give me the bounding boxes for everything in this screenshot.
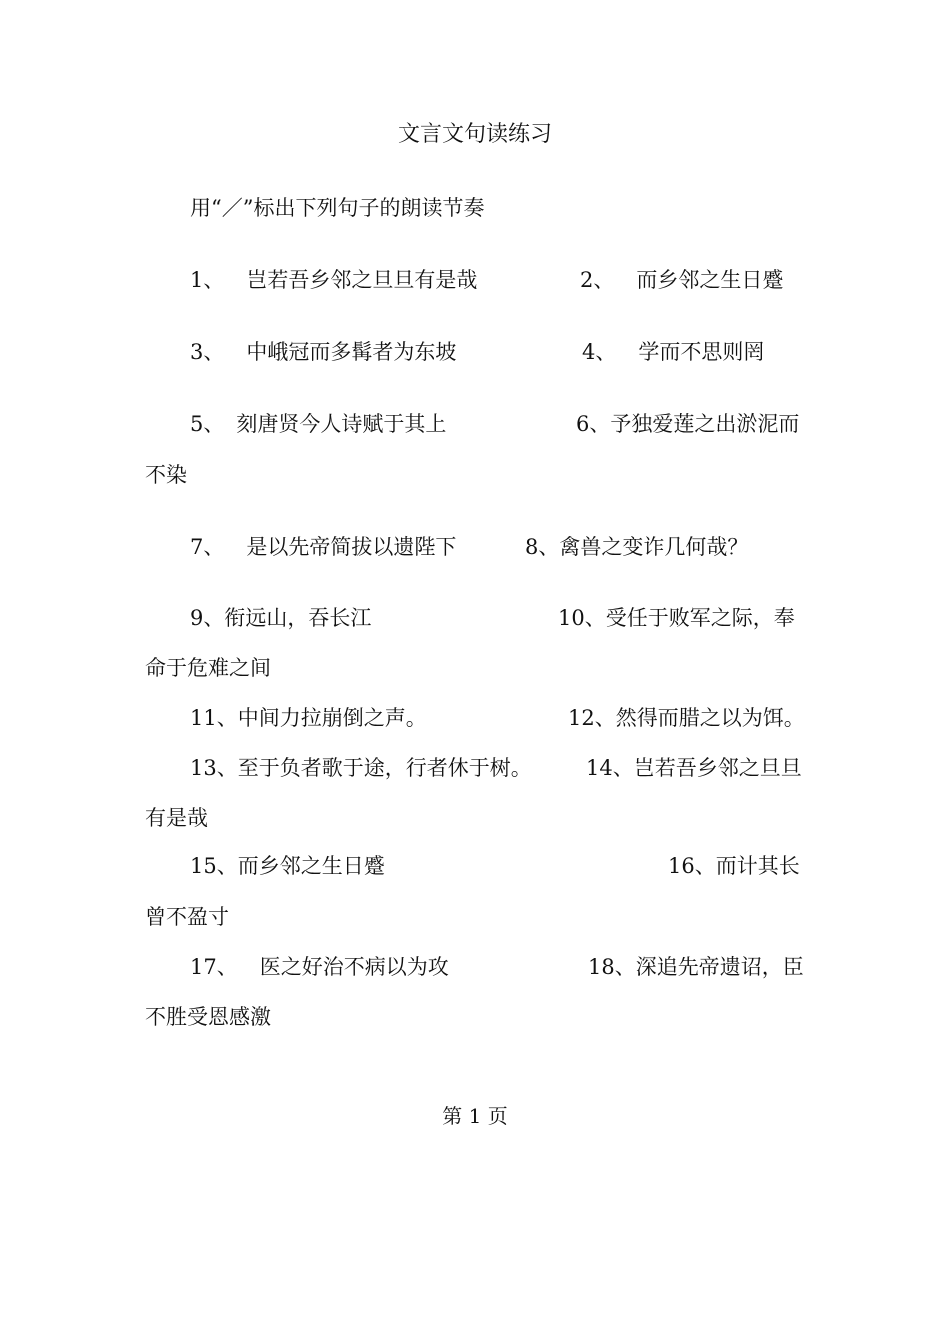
item-1 [190, 270, 477, 291]
item-9 [190, 608, 371, 629]
item-number: 5、 [190, 412, 225, 436]
item-number: 12、 [568, 706, 616, 730]
item-4 [582, 342, 764, 363]
item-text: 岂若吾乡邻之旦旦 [633, 756, 802, 780]
item-number: 10、 [558, 606, 606, 630]
item-text: 予独爱莲之出淤泥而 [610, 412, 800, 436]
item-text: 学而不思则罔 [638, 340, 765, 364]
item-text: 受任于败军之际，奉 [605, 606, 795, 630]
item-12 [568, 708, 805, 729]
item-6-continuation: 不染 [145, 463, 187, 487]
item-number: 14、 [586, 756, 634, 780]
item-number: 6、 [576, 412, 611, 436]
item-18 [588, 957, 804, 978]
item-text: 是以先帝简拔以遗陛下 [246, 535, 457, 559]
item-number: 8、 [525, 535, 560, 559]
item-number: 1、 [190, 268, 225, 292]
item-16-continuation: 曾不盈寸 [145, 905, 229, 929]
item-text: 禽兽之变诈几何哉？ [559, 535, 749, 559]
item-17 [190, 957, 449, 978]
item-number: 3、 [190, 340, 225, 364]
item-2 [580, 270, 783, 291]
item-7 [190, 537, 456, 558]
item-text: 深追先帝遗诏，臣 [635, 955, 804, 979]
item-16 [668, 856, 800, 877]
page-title: 文言文句读练习 [397, 122, 552, 147]
item-number: 2、 [580, 268, 615, 292]
item-14-continuation: 有是哉 [145, 806, 208, 830]
item-text: 岂若吾乡邻之旦旦有是哉 [246, 268, 478, 292]
item-11 [190, 708, 427, 729]
item-3 [190, 342, 456, 363]
item-text: 至于负者歌于途，行者休于树。 [237, 756, 532, 780]
item-number: 9、 [190, 606, 225, 630]
item-14 [586, 758, 802, 779]
item-text: 中峨冠而多髯者为东坡 [246, 340, 457, 364]
item-number: 4、 [582, 340, 617, 364]
item-number: 18、 [588, 955, 636, 979]
item-6 [576, 414, 799, 435]
item-15 [190, 856, 385, 877]
item-text: 而计其长 [715, 854, 800, 878]
item-10-continuation: 命于危难之间 [145, 656, 271, 680]
item-number: 13、 [190, 756, 238, 780]
item-8 [525, 537, 748, 558]
item-text: 中间力拉崩倒之声。 [237, 706, 427, 730]
item-number: 11、 [190, 706, 238, 730]
item-text: 衔远山，吞长江 [224, 606, 372, 630]
item-13 [190, 758, 532, 779]
item-number: 7、 [190, 535, 225, 559]
item-number: 15、 [190, 854, 238, 878]
item-text: 而乡邻之生日蹙 [237, 854, 385, 878]
item-number: 16、 [668, 854, 716, 878]
item-text: 医之好治不病以为攻 [259, 955, 449, 979]
item-number: 17、 [190, 955, 238, 979]
item-text: 而乡邻之生日蹙 [636, 268, 784, 292]
item-text: 刻唐贤今人诗赋于其上 [236, 412, 447, 436]
instruction-text: 用“／”标出下列句子的朗读节奏 [190, 196, 485, 220]
item-18-continuation: 不胜受恩感激 [145, 1005, 271, 1029]
item-10 [558, 608, 795, 629]
page-number: 第 1 页 [442, 1104, 508, 1128]
item-5 [190, 414, 446, 435]
item-text: 然得而腊之以为饵。 [615, 706, 805, 730]
